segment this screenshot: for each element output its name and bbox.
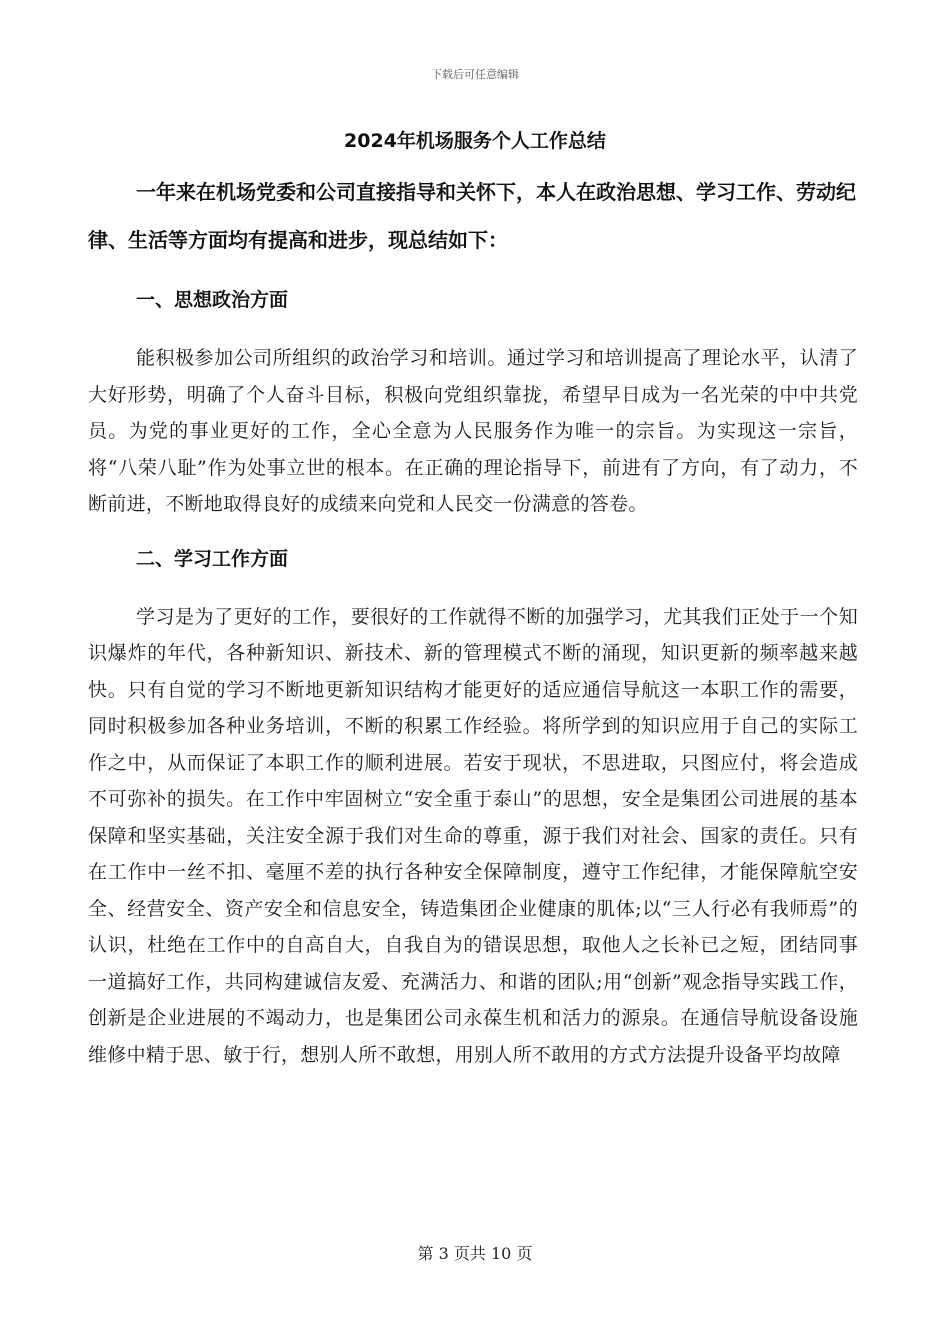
section-heading-politics: 一、思想政治方面 — [136, 289, 289, 311]
intro-paragraph: 一年来在机场党委和公司直接指导和关怀下，本人在政治思想、学习工作、劳动纪律、生活等方面均有提高和进步，现总结如下： — [88, 180, 856, 252]
header-note: 下载后可任意编辑 — [431, 68, 519, 81]
document-title: 2024年机场服务个人工作总结 — [344, 130, 606, 152]
section-heading-study-work: 二、学习工作方面 — [136, 547, 289, 570]
document-body — [88, 168, 858, 1073]
section-body-politics: 能积极参加公司所组织的政治学习和培训。通过学习和培训提高了理论水平，认清了大好形势，明确了个人奋斗目标，积极向党组织靠拢，希望早日成为一名光荣的中中共党员。为党的事业更好的工作，全心全意为人民服务作为唯一的宗旨。为实现这一宗旨，将“八荣八耻”作为处事立世的根本。在正确的理论指导下，前进有了方向，有了动力，不断前进，不断地取得良好的成绩来向党和人民交一份满意的答卷。 — [88, 347, 858, 515]
section-body-study-work: 学习是为了更好的工作，要很好的工作就得不断的加强学习，尤其我们正处于一个知识爆炸的年代，各种新知识、新技术、新的管理模式不断的涌现，知识更新的频率越来越快。只有自觉的学习不断地更新知识结构才能更好的适应通信导航这一本职工作的需要，同时积极参加各种业务培训，不断的积累工作经验。将所学到的知识应用于自己的实际工作之中，从而保证了本职工作的顺利进展。若安于现状，不思进取，只图应付，将会造成不可弥补的损失。在工作中牢固树立“安全重于泰山”的思想，安全是集团公司进展的基本保障和坚实基础，关注安全源于我们对生命的尊重，源于我们对社会、国家的责任。只有在工作中一丝不扣、毫厘不差的执行各种安全保障制度，遵守工作纪律，才能保障航空安全、经营安全、资产安全和信息安全，铸造集团企业健康的肌体;以“三人行必有我师焉”的认识，杜绝在工作中的自高自大，自我自为的错误思想，取他人之长补已之短，团结同事一道搞好工作，共同构建诚信友爱、充满活力、和谐的团队;用“创新”观念指导实践工作，创新是企业进展的不竭动力，也是集团公司永葆生机和活力的源泉。在通信导航设备设施维修中精于思、敏于行，想别人所不敢想，用别人所不敢用的方式方法提升设备平均故障 — [88, 605, 858, 1066]
page-number-footer: 第 3 页共 10 页 — [417, 1244, 533, 1263]
